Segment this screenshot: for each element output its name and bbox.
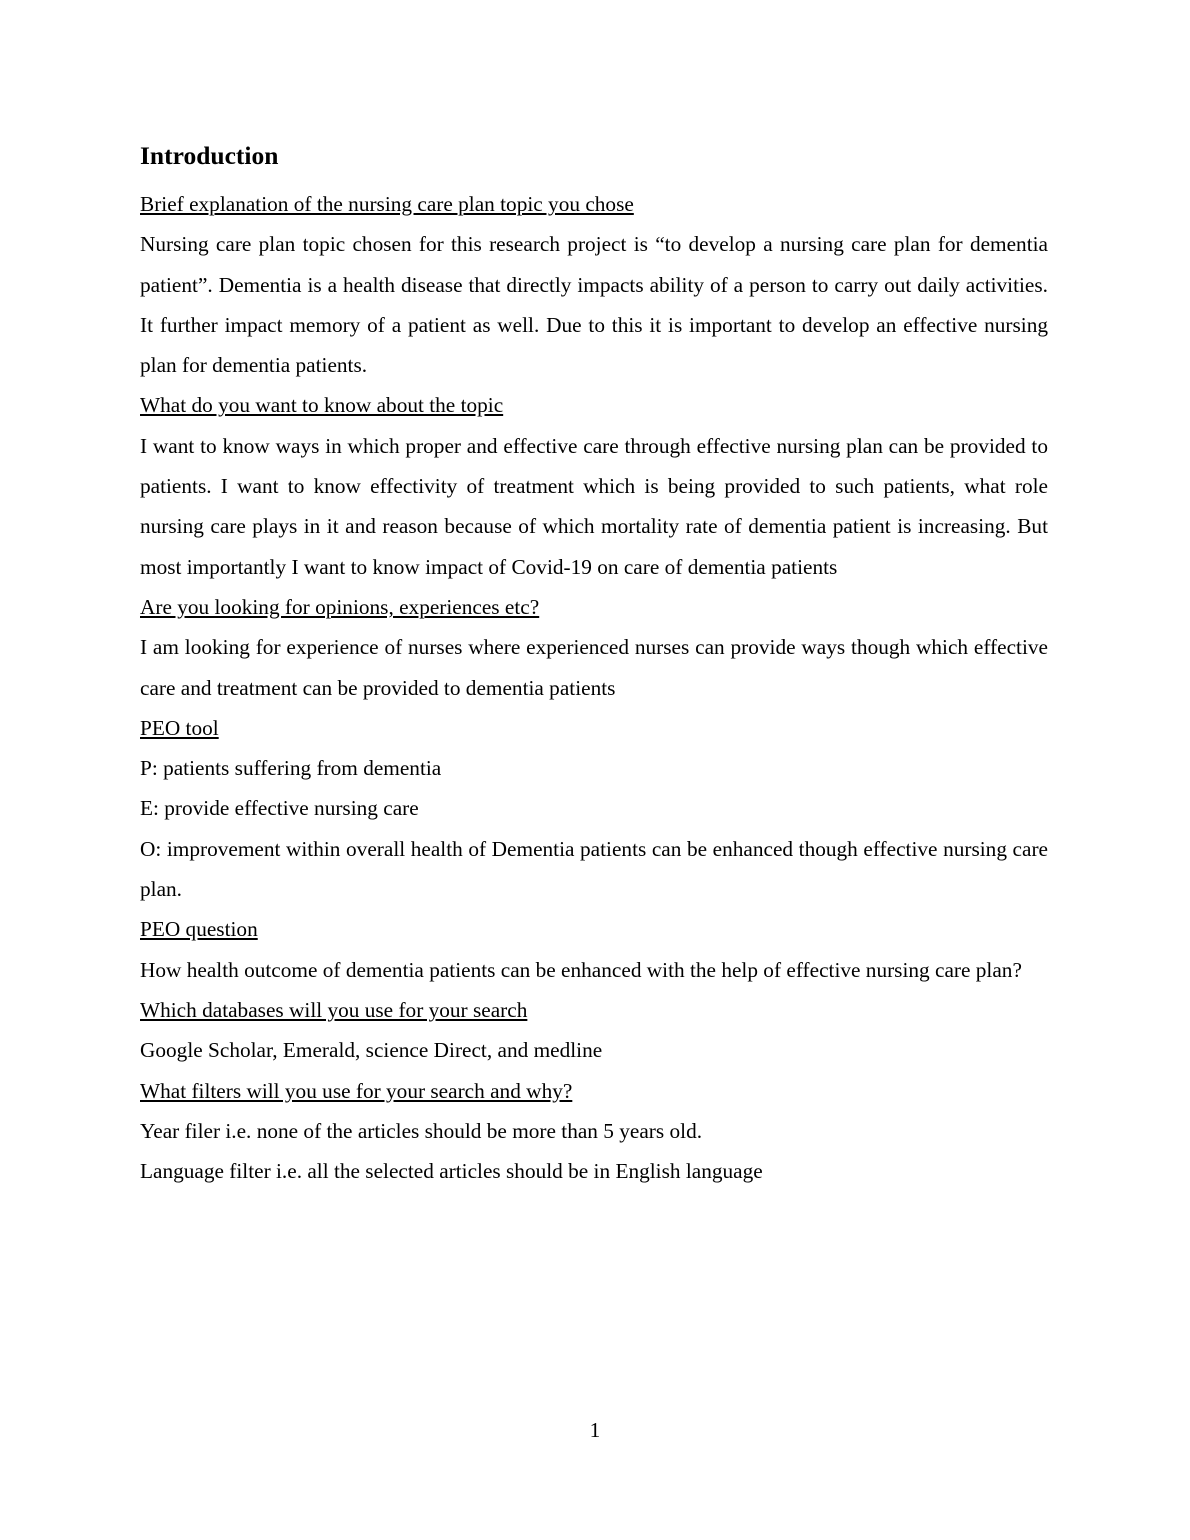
paragraph-peo-question: How health outcome of dementia patients can be enhanced with the help of effective nursing care plan? <box>140 957 1022 982</box>
section-heading-looking: Are you looking for opinions, experiences etc? <box>140 594 540 619</box>
peo-e-line: E: provide effective nursing care <box>140 796 419 821</box>
filter-year-line: Year filer i.e. none of the articles should be more than 5 years old. <box>140 1118 703 1143</box>
section-heading-topic: Brief explanation of the nursing care plan topic you chose <box>140 192 634 216</box>
paragraph-know: I want to know ways in which proper and effective care through effective nursing plan can be provided to patients. I want to know effectivity of treatment which is being provided to such patients, what role nursing care plays in it and reason because of which mortality rate of dementia patient is increasing. But most importantly I want to know impact of Covid-19 on care of dementia patients <box>140 433 1048 579</box>
section-heading-peo-tool: PEO tool <box>140 715 219 740</box>
section-heading-know: What do you want to know about the topic <box>140 393 504 418</box>
paragraph-looking: I am looking for experience of nurses where experienced nurses can provide ways though which effective care and treatment can be provided to dementia patients <box>140 635 1048 700</box>
paragraph-databases: Google Scholar, Emerald, science Direct, and medline <box>140 1038 603 1063</box>
page-title: Introduction <box>140 141 279 170</box>
page-number: 1 <box>589 1418 601 1442</box>
document-page <box>140 138 1048 1191</box>
paragraph-topic: Nursing care plan topic chosen for this research project is “to develop a nursing care plan for dementia patient”. Dementia is a health disease that directly impacts ability of a person to carry out daily activities. It further impact memory of a patient as well. Due to this it is important to develop an effective nursing plan for dementia patients. <box>140 232 1048 378</box>
peo-o-line: O: improvement within overall health of Dementia patients can be enhanced though effective nursing care plan. <box>140 836 1048 902</box>
section-heading-filters: What filters will you use for your search and why? <box>140 1078 573 1103</box>
section-heading-databases: Which databases will you use for your search <box>140 997 528 1022</box>
peo-p-line: P: patients suffering from dementia <box>140 756 442 781</box>
filter-language-line: Language filter i.e. all the selected articles should be in English language <box>140 1159 763 1184</box>
section-heading-peo-question: PEO question <box>140 917 258 942</box>
